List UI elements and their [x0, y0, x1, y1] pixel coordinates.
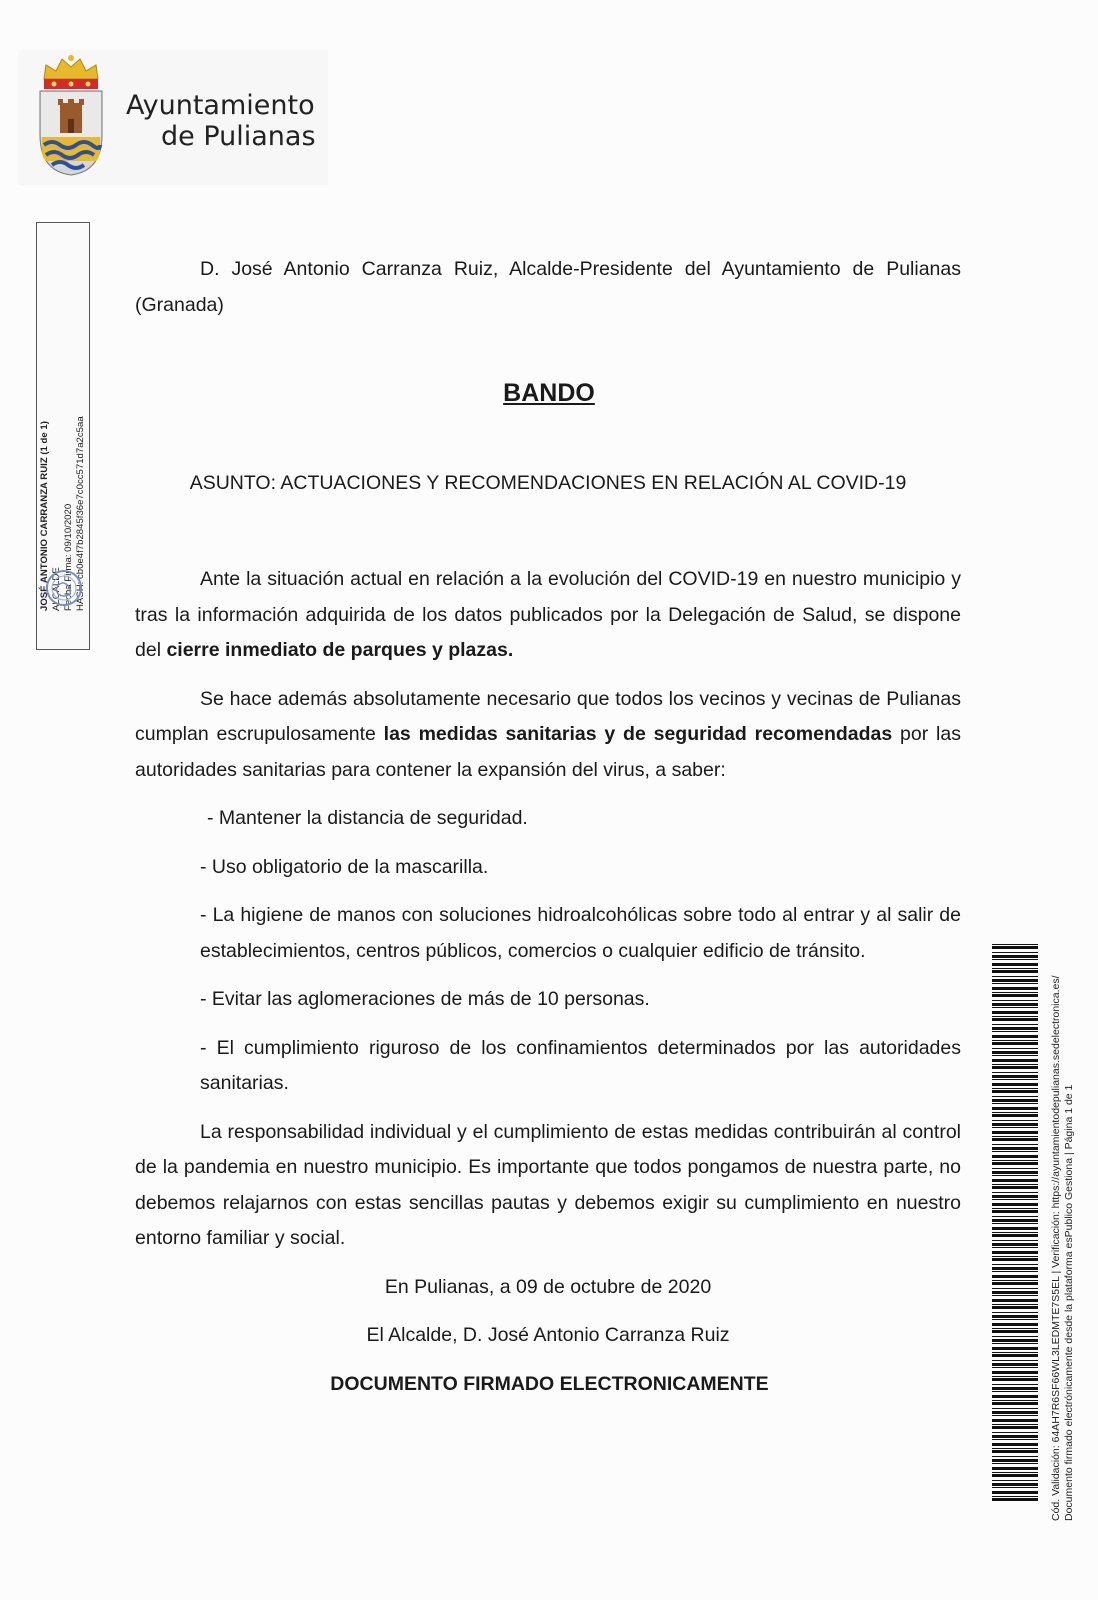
- signature-box: [36, 222, 90, 650]
- measures-list: [135, 801, 961, 1102]
- list-item: - La higiene de manos con soluciones hidroalcohólicas sobre todo al entrar y al salir de establecimientos, centros públicos, comercios o cualquier edificio de tránsito.: [200, 904, 961, 962]
- signature-hash: HASH: cb0e4f7b2845f36e7c0cc571d7a2c5aa: [75, 416, 86, 611]
- letterhead: [18, 50, 328, 185]
- intro-paragraph: D. José Antonio Carranza Ruiz, Alcalde-Presidente del Ayuntamiento de Pulianas (Granada): [135, 258, 961, 316]
- document-body: [135, 252, 961, 1402]
- paragraph-2: [135, 682, 961, 789]
- org-line-1: Ayuntamiento: [126, 90, 315, 121]
- seal-icon: [44, 568, 84, 608]
- place-date: En Pulianas, a 09 de octubre de 2020: [384, 1275, 712, 1298]
- org-line-2: de Pulianas: [161, 121, 316, 152]
- list-item: - Evitar las aglomeraciones de más de 10 personas.: [200, 988, 650, 1010]
- signer-line: El Alcalde, D. José Antonio Carranza Ruiz: [366, 1324, 730, 1346]
- document-subject: ASUNTO: ACTUACIONES Y RECOMENDACIONES EN RELACIÓN AL COVID-19: [189, 471, 907, 494]
- document-title: BANDO: [503, 379, 595, 407]
- signer-name: JOSÉ ANTONIO CARRANZA RUIZ (1 de 1): [39, 421, 50, 611]
- list-item: - Mantener la distancia de seguridad.: [207, 807, 528, 829]
- barcode-icon: [992, 944, 1038, 1504]
- validation-text: [1050, 941, 1080, 1521]
- paragraph-1: [135, 562, 961, 669]
- signature-date: Fecha Firma: 09/10/2020: [63, 503, 74, 611]
- paragraph-1-bold: cierre inmediato de parques y plazas.: [166, 639, 514, 661]
- validation-line-1: Cód. Validación: 64AH7R6SF66WL3LEDMTE7S5EL | Verificación: https://ayuntamientodepulianas.sedelectronica.es/: [1050, 975, 1062, 1521]
- paragraph-2-text-b: por las autoridades sanitarias para contener la expansión del virus, a saber:: [135, 723, 961, 781]
- organization-name: [126, 90, 316, 152]
- coat-of-arms-logo: [38, 53, 104, 177]
- paragraph-1-text: Ante la situación actual en relación a la evolución del COVID-19 en nuestro municipio y tras la información adquirida de los datos publicados por la Delegación de Salud, se dispone del: [135, 568, 961, 661]
- validation-line-2: Documento firmado electrónicamente desde la plataforma esPublico Gestiona | Página 1 de 1: [1063, 1084, 1075, 1521]
- signer-role: ALCALDE: [51, 567, 62, 611]
- paragraph-2-bold: las medidas sanitarias y de seguridad recomendadas: [383, 723, 893, 745]
- signature-text: [39, 221, 89, 611]
- paragraph-2-text-a: Se hace además absolutamente necesario que todos los vecinos y vecinas de Pulianas cumplan escrupulosamente: [135, 687, 961, 745]
- list-item: - Uso obligatorio de la mascarilla.: [200, 855, 489, 878]
- list-item: - El cumplimiento riguroso de los confinamientos determinados por las autoridades sanitarias.: [200, 1036, 961, 1094]
- electronic-signature-note: DOCUMENTO FIRMADO ELECTRONICAMENTE: [330, 1372, 769, 1395]
- paragraph-3: La responsabilidad individual y el cumplimiento de estas medidas contribuirán al control de la pandemia en nuestro municipio. Es importante que todos pongamos de nuestra parte, no debemos relajarnos con estas sencillas pautas y debemos exigir su cumplimiento en nuestro entorno familiar y social.: [135, 1120, 961, 1249]
